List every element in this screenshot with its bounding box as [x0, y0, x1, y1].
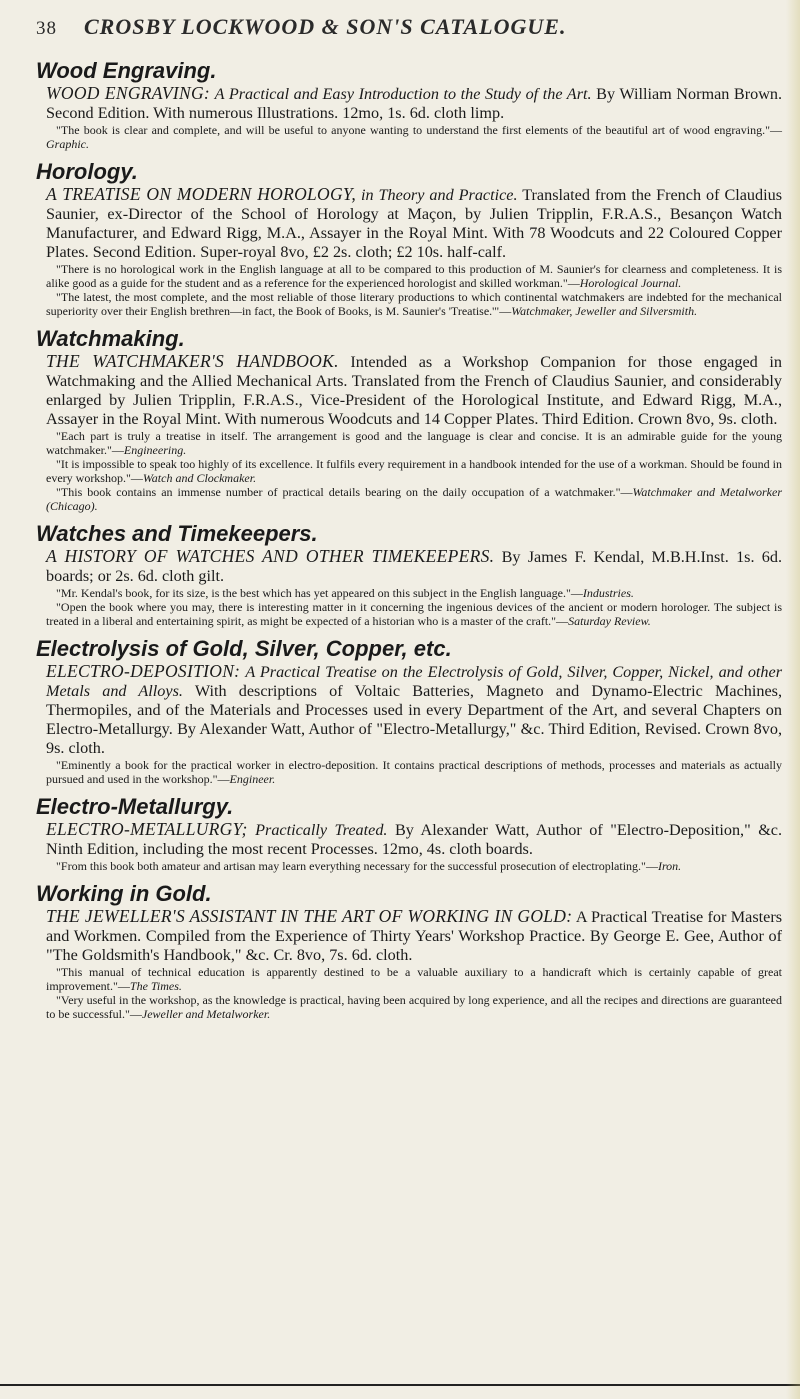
quote-source: Graphic.: [46, 137, 89, 151]
review-quote: [46, 586, 782, 600]
quote-source: Watchmaker and Metalworker (Chicago).: [46, 485, 782, 513]
book-title: ELECTRO-METALLURGY;: [46, 819, 248, 839]
quote-text: "Each part is truly a treatise in itself. The arrangement is good and the language is clear and concise. It is an admirable guide for the young watchmaker."—: [46, 429, 782, 457]
quote-source: Engineering.: [123, 443, 187, 457]
quote-text: "The latest, the most complete, and the most reliable of those literary productions to which continental watchmakers are indebted for the mechanical superiority over their English brethren—in fact, the Book of Books, is M. Saunier's 'Treatise.'"—: [46, 290, 782, 318]
book-title: THE WATCHMAKER'S HANDBOOK.: [46, 351, 339, 371]
review-quote: [46, 123, 782, 151]
page-edge-shadow: [786, 0, 800, 1399]
book-description: By Alexander Watt, Author of "Electro-Deposition," &c. Ninth Edition, including the most recent Processes. 12mo, 4s. cloth boards.: [46, 821, 783, 858]
quote-source: Engineer.: [229, 772, 276, 786]
entry-title: [46, 662, 782, 758]
review-quote: [46, 429, 782, 457]
catalogue-entry: [46, 352, 782, 513]
catalogue-entry: [46, 547, 782, 628]
quote-source: Watch and Clockmaker.: [142, 471, 257, 485]
review-quote: [46, 262, 782, 290]
review-quote: [46, 485, 782, 513]
book-title: WOOD ENGRAVING:: [46, 83, 211, 103]
review-quote: [46, 758, 782, 786]
entry-title: [46, 907, 782, 965]
catalogue-entry: [46, 907, 782, 1021]
page-number: 38: [36, 18, 57, 39]
catalogue-entry: [46, 820, 782, 873]
quote-text: "This manual of technical education is apparently destined to be a valuable auxiliary to a handicraft which is certainly capable of great improvement."—: [46, 965, 782, 993]
book-description: By James F. Kendal, M.B.H.Inst. 1s. 6d. boards; or 2s. 6d. cloth gilt.: [46, 548, 782, 585]
section-heading: Watchmaking.: [36, 326, 185, 351]
entry-title: [46, 547, 782, 586]
book-title: ELECTRO-DEPOSITION:: [46, 661, 241, 681]
entry-title: [46, 185, 782, 262]
review-quote: [46, 965, 782, 993]
review-quote: [46, 993, 782, 1021]
quote-text: "From this book both amateur and artisan may learn everything necessary for the successful prosecution of electroplating."—: [56, 859, 658, 873]
entry-title: [46, 820, 782, 859]
entry-title: [46, 352, 782, 429]
running-title: CROSBY LOCKWOOD & SON'S CATALOGUE.: [84, 14, 567, 39]
section-heading: Watches and Timekeepers.: [36, 521, 318, 546]
quote-text: "The book is clear and complete, and will be useful to anyone wanting to understand the first elements of the beautiful art of wood engraving."—: [56, 123, 782, 137]
quote-source: Saturday Review.: [568, 614, 651, 628]
book-title: A TREATISE ON MODERN HOROLOGY,: [46, 184, 357, 204]
book-subtitle: A Practical Treatise on the Electrolysis of Gold, Silver, Copper, Nickel, and other Metals and Alloys.: [46, 663, 783, 700]
running-head: [36, 14, 782, 40]
book-description: By William Norman Brown. Second Edition. With numerous Illustrations. 12mo, 1s. 6d. cloth limp.: [46, 85, 783, 122]
catalogue-entry: [46, 84, 782, 151]
quote-text: "It is impossible to speak too highly of its excellence. It fulfils every requirement in a handbook intended for the use of a workman. Should be found in every workshop."—: [46, 457, 782, 485]
review-quote: [46, 457, 782, 485]
book-title: A HISTORY OF WATCHES AND OTHER TIMEKEEPERS.: [46, 546, 495, 566]
quote-text: "This book contains an immense number of practical details bearing on the daily occupation of a watchmaker."—: [56, 485, 633, 499]
book-description: Translated from the French of Claudius Saunier, ex-Director of the School of Horology at Maçon, by Julien Tripplin, F.R.A.S., Besançon Watch Manufacturer, and Edward Rigg, M.A., Assayer in the Royal Mint. With 78 Woodcuts and 22 Coloured Copper Plates. Second Edition. Super-royal 8vo, £2 2s. cloth; £2 10s. half-calf.: [46, 186, 783, 261]
catalogue-entry: [46, 185, 782, 318]
quote-text: "Very useful in the workshop, as the knowledge is practical, having been acquired by long experience, and all the recipes and directions are guaranteed to be successful."—: [46, 993, 782, 1021]
bottom-rule: [0, 1384, 800, 1386]
book-subtitle: Practically Treated.: [255, 821, 388, 839]
section-heading: Electro-Metallurgy.: [36, 794, 234, 819]
quote-text: "Mr. Kendal's book, for its size, is the best which has yet appeared on this subject in the English language."—: [56, 586, 583, 600]
review-quote: [46, 859, 782, 873]
quote-source: Horological Journal.: [579, 276, 682, 290]
section-heading: Electrolysis of Gold, Silver, Copper, etc.: [36, 636, 452, 661]
entry-title: [46, 84, 782, 123]
catalogue-entry: [46, 662, 782, 786]
quote-source: Industries.: [582, 586, 634, 600]
quote-source: Watchmaker, Jeweller and Silversmith.: [511, 304, 698, 318]
quote-text: "There is no horological work in the English language at all to be compared to this production of M. Saunier's for clearness and completeness. It is alike good as a guide for the student and as a reference for the experienced horologist and skilled workman."—: [46, 262, 782, 290]
section-heading: Working in Gold.: [36, 881, 212, 906]
review-quote: [46, 290, 782, 318]
quote-text: "Eminently a book for the practical worker in electro-deposition. It contains practical descriptions of methods, processes and materials as actually pursued and used in the workshop."—: [46, 758, 782, 786]
book-description: Intended as a Workshop Companion for those engaged in Watchmaking and the Allied Mechanical Arts. Translated from the French of Claudius Saunier, and considerably enlarged by Julien Tripplin, F.R.A.S., Vice-President of the Horological Institute, and Edward Rigg, M.A., Assayer in the Royal Mint. With numerous Woodcuts and 14 Copper Plates. Third Edition. Crown 8vo, 9s. cloth.: [46, 353, 782, 428]
catalogue-sections: [36, 58, 782, 1021]
book-subtitle: in Theory and Practice.: [361, 186, 518, 204]
quote-source: The Times.: [129, 979, 182, 993]
book-description: A Practical Treatise for Masters and Workmen. Compiled from the Experience of Thirty Years' Workshop Practice. By George E. Gee, Author of "The Goldsmith's Handbook," &c. Cr. 8vo, 7s. 6d. cloth.: [46, 908, 783, 964]
review-quote: [46, 600, 782, 628]
quote-source: Jeweller and Metalworker.: [141, 1007, 271, 1021]
book-description: With descriptions of Voltaic Batteries, Magneto and Dynamo-Electric Machines, Thermopiles, and of the Materials and Processes used in every Department of the Art, and several Chapters on Electro-Metallurgy. By Alexander Watt, Author of "Electro-Metallurgy," &c. Third Edition, Revised. Crown 8vo, 9s. cloth.: [46, 682, 782, 757]
section-heading: Horology.: [36, 159, 138, 184]
book-title: THE JEWELLER'S ASSISTANT IN THE ART OF WORKING IN GOLD:: [46, 906, 573, 926]
quote-source: Iron.: [657, 859, 682, 873]
book-subtitle: A Practical and Easy Introduction to the Study of the Art.: [214, 85, 592, 103]
section-heading: Wood Engraving.: [36, 58, 217, 83]
quote-text: "Open the book where you may, there is interesting matter in it concerning the ingenious devices of the ancient or modern horologer. The subject is treated in a liberal and entertaining spirit, as might be expected of a historian who is a master of the craft."—: [46, 600, 782, 628]
